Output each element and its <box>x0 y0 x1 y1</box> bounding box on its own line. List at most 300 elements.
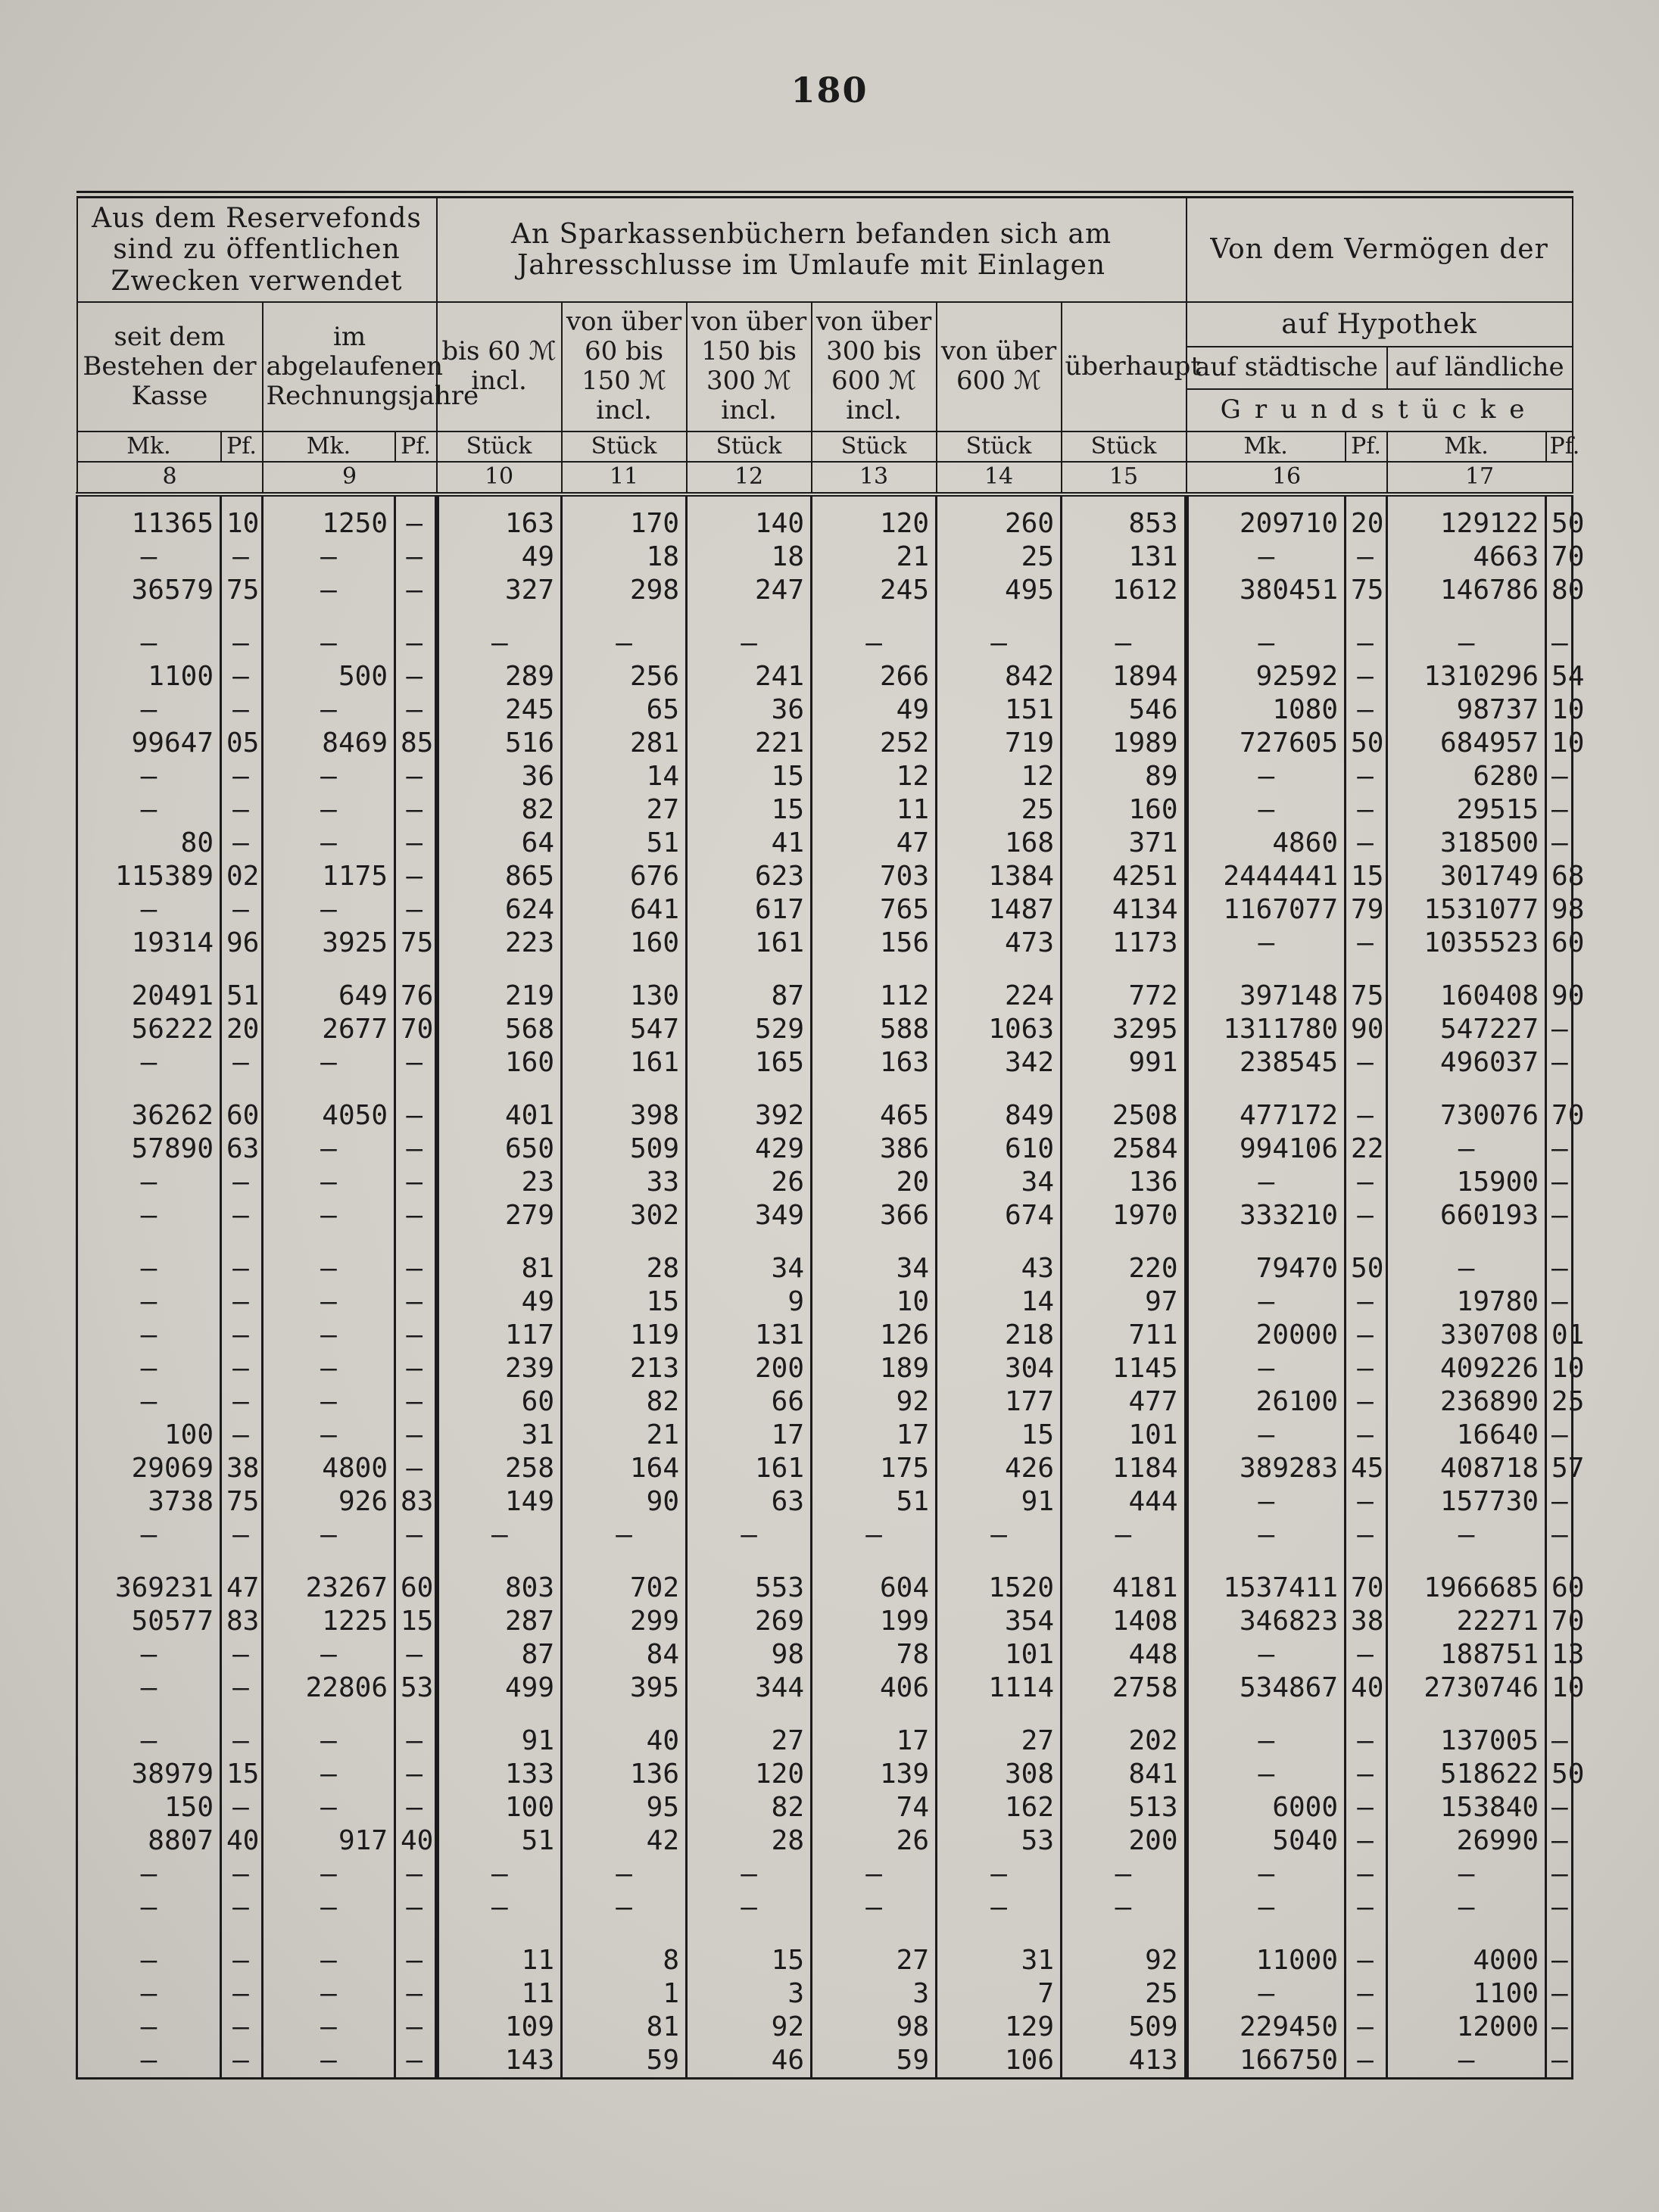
value-cell: 140 <box>687 494 812 541</box>
value-cell: — <box>263 793 395 827</box>
spacer-cell <box>221 1924 263 1944</box>
pf-cell: 15 <box>1346 860 1387 893</box>
value-cell: 49 <box>437 1285 562 1319</box>
table-row <box>77 627 1573 660</box>
pf-cell: 60 <box>1546 927 1573 960</box>
spacer-cell <box>395 1232 437 1252</box>
value-cell: 3295 <box>1062 1013 1187 1046</box>
pf-cell: 38 <box>1346 1605 1387 1638</box>
pf-cell: 25 <box>1546 1385 1573 1419</box>
value-cell: 160 <box>562 927 687 960</box>
table-row <box>77 2011 1573 2044</box>
value-cell: 3738 <box>77 1485 221 1519</box>
spacer-cell <box>437 1924 562 1944</box>
pf-cell: 50 <box>1546 1758 1573 1791</box>
value-cell: 398 <box>562 1099 687 1132</box>
pf-cell: — <box>1346 1099 1387 1132</box>
pf-cell: 70 <box>1546 1605 1573 1638</box>
value-cell: 719 <box>937 727 1062 760</box>
pf-cell: 01 <box>1546 1319 1573 1352</box>
value-cell: 101 <box>1062 1419 1187 1452</box>
value-cell: 160408 <box>1387 980 1546 1013</box>
value-cell: 160 <box>1062 793 1187 827</box>
value-cell: 166750 <box>1187 2044 1346 2079</box>
pf-cell: — <box>395 1319 437 1352</box>
table-row <box>77 2044 1573 2079</box>
value-cell: 188751 <box>1387 1638 1546 1671</box>
col-index: 11 <box>562 462 687 494</box>
value-cell: 772 <box>1062 980 1187 1013</box>
value-cell: 129122 <box>1387 494 1546 541</box>
pf-cell: — <box>395 1252 437 1285</box>
value-cell: — <box>77 1977 221 2011</box>
spacer-cell <box>687 1080 812 1099</box>
pf-cell: — <box>1346 1724 1387 1758</box>
value-cell: 56222 <box>77 1013 221 1046</box>
table-row <box>77 1944 1573 1977</box>
spacer-cell <box>77 607 221 627</box>
value-cell: 1100 <box>77 660 221 693</box>
value-cell: 624 <box>437 893 562 927</box>
value-cell: — <box>1187 1891 1346 1924</box>
spacer-cell <box>221 1705 263 1724</box>
unit-stueck: Stück <box>562 431 687 463</box>
value-cell: — <box>1187 1485 1346 1519</box>
spacer-cell <box>1062 1080 1187 1099</box>
spacer-row <box>77 1080 1573 1099</box>
spacer-cell <box>395 960 437 980</box>
spacer-cell <box>812 1232 937 1252</box>
value-cell: — <box>687 627 812 660</box>
value-cell: — <box>687 1858 812 1891</box>
value-cell: 730076 <box>1387 1099 1546 1132</box>
value-cell: 12 <box>937 760 1062 793</box>
value-cell: 46 <box>687 2044 812 2079</box>
value-cell: — <box>1187 1285 1346 1319</box>
value-cell: 18 <box>562 541 687 574</box>
value-cell: 74 <box>812 1791 937 1824</box>
spacer-cell <box>1187 1232 1346 1252</box>
value-cell: 499 <box>437 1671 562 1705</box>
pf-cell: 85 <box>395 727 437 760</box>
value-cell: 371 <box>1062 827 1187 860</box>
pf-cell: — <box>395 1452 437 1485</box>
value-cell: 409226 <box>1387 1352 1546 1385</box>
value-cell: 82 <box>562 1385 687 1419</box>
pf-cell: 75 <box>221 1485 263 1519</box>
value-cell: 546 <box>1062 693 1187 727</box>
pf-cell: — <box>395 574 437 607</box>
pf-cell: — <box>221 1791 263 1824</box>
value-cell: 4181 <box>1062 1572 1187 1605</box>
value-cell: 260 <box>937 494 1062 541</box>
pf-cell: — <box>1346 1166 1387 1199</box>
table-row <box>77 1199 1573 1232</box>
spacer-cell <box>1187 607 1346 627</box>
pf-cell: — <box>1546 1977 1573 2011</box>
pf-cell: 70 <box>395 1013 437 1046</box>
value-cell: 219 <box>437 980 562 1013</box>
pf-cell: — <box>1346 1758 1387 1791</box>
spacer-cell <box>1062 1552 1187 1572</box>
pf-cell: — <box>1546 1791 1573 1824</box>
table-row <box>77 760 1573 793</box>
table-row <box>77 1013 1573 1046</box>
value-cell: 917 <box>263 1824 395 1858</box>
pf-cell: — <box>1346 627 1387 660</box>
pf-cell: — <box>221 1519 263 1552</box>
value-cell: — <box>1187 1166 1346 1199</box>
pf-cell: 75 <box>1346 980 1387 1013</box>
value-cell: 51 <box>812 1485 937 1519</box>
pf-cell: — <box>395 1132 437 1166</box>
col-upto-60: bis 60 ℳ incl. <box>437 302 562 431</box>
pf-cell: — <box>1346 1519 1387 1552</box>
value-cell: 4860 <box>1187 827 1346 860</box>
spacer-cell <box>1187 1924 1346 1944</box>
spacer-cell <box>937 960 1062 980</box>
value-cell: 496037 <box>1387 1046 1546 1080</box>
pf-cell: — <box>1346 1319 1387 1352</box>
spacer-cell <box>1387 607 1546 627</box>
value-cell: — <box>1187 1758 1346 1791</box>
value-cell: — <box>687 1891 812 1924</box>
pf-cell: — <box>221 1046 263 1080</box>
pf-cell: — <box>1346 1977 1387 2011</box>
value-cell: 4050 <box>263 1099 395 1132</box>
col-index: 14 <box>937 462 1062 494</box>
pf-cell: 50 <box>1346 727 1387 760</box>
value-cell: 170 <box>562 494 687 541</box>
pf-cell: — <box>395 1385 437 1419</box>
spacer-cell <box>263 607 395 627</box>
value-cell: 495 <box>937 574 1062 607</box>
spacer-cell <box>263 1232 395 1252</box>
spacer-cell <box>77 1924 221 1944</box>
pf-cell: 79 <box>1346 893 1387 927</box>
value-cell: 2508 <box>1062 1099 1187 1132</box>
table-row <box>77 1099 1573 1132</box>
value-cell: 36579 <box>77 574 221 607</box>
spacer-cell <box>395 607 437 627</box>
spacer-cell <box>812 1080 937 1099</box>
table-row <box>77 1046 1573 1080</box>
table-row <box>77 574 1573 607</box>
value-cell: 15 <box>937 1419 1062 1452</box>
pf-cell: — <box>221 1891 263 1924</box>
value-cell: 80 <box>77 827 221 860</box>
spacer-cell <box>1387 1552 1546 1572</box>
value-cell: 1966685 <box>1387 1572 1546 1605</box>
table-row <box>77 893 1573 927</box>
pf-cell: — <box>1346 793 1387 827</box>
spacer-cell <box>221 1232 263 1252</box>
value-cell: 1520 <box>937 1572 1062 1605</box>
value-cell: 92592 <box>1187 660 1346 693</box>
value-cell: 610 <box>937 1132 1062 1166</box>
value-cell: 21 <box>562 1419 687 1452</box>
value-cell: 64 <box>437 827 562 860</box>
value-cell: 220 <box>1062 1252 1187 1285</box>
value-cell: — <box>263 1724 395 1758</box>
value-cell: 529 <box>687 1013 812 1046</box>
value-cell: 1184 <box>1062 1452 1187 1485</box>
spacer-cell <box>1546 607 1573 627</box>
pf-cell: — <box>1546 2011 1573 2044</box>
value-cell: 20 <box>812 1166 937 1199</box>
value-cell: 245 <box>812 574 937 607</box>
table-row <box>77 860 1573 893</box>
value-cell: 136 <box>562 1758 687 1791</box>
pf-cell: — <box>221 1166 263 1199</box>
table-row <box>77 793 1573 827</box>
value-cell: 160 <box>437 1046 562 1080</box>
value-cell: 604 <box>812 1572 937 1605</box>
unit-pf: Pf. <box>221 431 263 463</box>
pf-cell: 50 <box>1346 1252 1387 1285</box>
pf-cell: — <box>1546 1132 1573 1166</box>
table-row <box>77 1791 1573 1824</box>
value-cell: — <box>1387 1252 1546 1285</box>
value-cell: 34 <box>812 1252 937 1285</box>
pf-cell: — <box>221 1285 263 1319</box>
value-cell: — <box>77 1638 221 1671</box>
value-cell: 8 <box>562 1944 687 1977</box>
value-cell: — <box>562 1891 687 1924</box>
col-index: 8 <box>77 462 263 494</box>
pf-cell: 40 <box>221 1824 263 1858</box>
value-cell: 302 <box>562 1199 687 1232</box>
value-cell: 11365 <box>77 494 221 541</box>
pf-cell: — <box>221 2044 263 2079</box>
value-cell: 397148 <box>1187 980 1346 1013</box>
spacer-cell <box>937 1924 1062 1944</box>
value-cell: — <box>263 1944 395 1977</box>
value-cell: 146786 <box>1387 574 1546 607</box>
value-cell: 623 <box>687 860 812 893</box>
value-cell: 200 <box>1062 1824 1187 1858</box>
pf-cell: 75 <box>1346 574 1387 607</box>
value-cell: 36 <box>437 760 562 793</box>
pf-cell: 57 <box>1546 1452 1573 1485</box>
value-cell: 444 <box>1062 1485 1187 1519</box>
value-cell: — <box>263 1132 395 1166</box>
value-cell: 95 <box>562 1791 687 1824</box>
value-cell: — <box>263 1319 395 1352</box>
unit-stueck: Stück <box>812 431 937 463</box>
value-cell: 157730 <box>1387 1485 1546 1519</box>
unit-mk: Mk. <box>77 431 221 463</box>
value-cell: 12000 <box>1387 2011 1546 2044</box>
pf-cell: — <box>221 1638 263 1671</box>
value-cell: — <box>1187 1977 1346 2011</box>
pf-cell: — <box>395 1419 437 1452</box>
pf-cell: — <box>1546 1891 1573 1924</box>
value-cell: — <box>77 2044 221 2079</box>
value-cell: 241 <box>687 660 812 693</box>
value-cell: 349 <box>687 1199 812 1232</box>
table-row <box>77 1132 1573 1166</box>
value-cell: 20491 <box>77 980 221 1013</box>
spacer-cell <box>937 1552 1062 1572</box>
value-cell: — <box>937 1891 1062 1924</box>
value-cell: 91 <box>437 1724 562 1758</box>
pf-cell: 76 <box>395 980 437 1013</box>
value-cell: 1531077 <box>1387 893 1546 927</box>
value-cell: 209710 <box>1187 494 1346 541</box>
value-cell: — <box>77 1519 221 1552</box>
table-row <box>77 1452 1573 1485</box>
value-cell: 22806 <box>263 1671 395 1705</box>
value-cell: — <box>1062 1891 1187 1924</box>
value-cell: 136 <box>1062 1166 1187 1199</box>
value-cell: 14 <box>937 1285 1062 1319</box>
value-cell: 1250 <box>263 494 395 541</box>
value-cell: 6000 <box>1187 1791 1346 1824</box>
value-cell: — <box>263 1977 395 2011</box>
value-cell: — <box>812 1891 937 1924</box>
pf-cell: 90 <box>1546 980 1573 1013</box>
spacer-cell <box>1387 960 1546 980</box>
pf-cell: — <box>1346 760 1387 793</box>
value-cell: 238545 <box>1187 1046 1346 1080</box>
value-cell: 22271 <box>1387 1605 1546 1638</box>
pf-cell: 60 <box>221 1099 263 1132</box>
value-cell: 164 <box>562 1452 687 1485</box>
table-row <box>77 541 1573 574</box>
value-cell: 16640 <box>1387 1419 1546 1452</box>
value-cell: 19780 <box>1387 1285 1546 1319</box>
value-cell: — <box>77 1285 221 1319</box>
table-row <box>77 1252 1573 1285</box>
unit-pf: Pf. <box>1546 431 1573 463</box>
pf-cell: — <box>1346 1385 1387 1419</box>
spacer-cell <box>1387 1080 1546 1099</box>
pf-cell: — <box>395 1166 437 1199</box>
spacer-cell <box>812 960 937 980</box>
table-row <box>77 1977 1573 2011</box>
value-cell: 344 <box>687 1671 812 1705</box>
table-row <box>77 1605 1573 1638</box>
value-cell: 3 <box>812 1977 937 2011</box>
value-cell: — <box>437 1858 562 1891</box>
table-row <box>77 980 1573 1013</box>
value-cell: 223 <box>437 927 562 960</box>
pf-cell: — <box>1546 827 1573 860</box>
value-cell: — <box>1187 1419 1346 1452</box>
value-cell: 199 <box>812 1605 937 1638</box>
value-cell: 841 <box>1062 1758 1187 1791</box>
pf-cell: — <box>221 1199 263 1232</box>
value-cell: — <box>77 793 221 827</box>
value-cell: — <box>1387 1891 1546 1924</box>
spacer-cell <box>687 1232 812 1252</box>
spacer-cell <box>1187 1705 1346 1724</box>
pf-cell: — <box>395 1099 437 1132</box>
value-cell: 31 <box>937 1944 1062 1977</box>
value-cell: 702 <box>562 1572 687 1605</box>
spacer-cell <box>812 1552 937 1572</box>
value-cell: 1080 <box>1187 693 1346 727</box>
pf-cell: — <box>221 1419 263 1452</box>
value-cell: — <box>1187 793 1346 827</box>
value-cell: — <box>263 627 395 660</box>
value-cell: — <box>263 1385 395 1419</box>
pf-cell: — <box>395 1791 437 1824</box>
pf-cell: — <box>1546 1519 1573 1552</box>
value-cell: — <box>1387 627 1546 660</box>
value-cell: 1310296 <box>1387 660 1546 693</box>
value-cell: — <box>1187 541 1346 574</box>
value-cell: — <box>1187 1858 1346 1891</box>
value-cell: 1173 <box>1062 927 1187 960</box>
value-cell: 354 <box>937 1605 1062 1638</box>
table-row <box>77 1485 1573 1519</box>
value-cell: — <box>263 1858 395 1891</box>
spacer-cell <box>1387 1924 1546 1944</box>
spacer-cell <box>1346 960 1387 980</box>
pf-cell: — <box>1346 2044 1387 2079</box>
value-cell: 92 <box>1062 1944 1187 1977</box>
value-cell: 660193 <box>1387 1199 1546 1232</box>
value-cell: 588 <box>812 1013 937 1046</box>
value-cell: 392 <box>687 1099 812 1132</box>
value-cell: — <box>77 1944 221 1977</box>
value-cell: — <box>77 693 221 727</box>
value-cell: 177 <box>937 1385 1062 1419</box>
value-cell: 649 <box>263 980 395 1013</box>
value-cell: 849 <box>937 1099 1062 1132</box>
pf-cell: — <box>221 793 263 827</box>
value-cell: 236890 <box>1387 1385 1546 1419</box>
value-cell: 26 <box>687 1166 812 1199</box>
value-cell: 301749 <box>1387 860 1546 893</box>
value-cell: 727605 <box>1187 727 1346 760</box>
value-cell: — <box>263 827 395 860</box>
pf-cell: 63 <box>221 1132 263 1166</box>
value-cell: 115389 <box>77 860 221 893</box>
pf-cell: — <box>1546 1944 1573 1977</box>
value-cell: 27 <box>812 1944 937 1977</box>
pf-cell: — <box>221 2011 263 2044</box>
pf-cell: 70 <box>1346 1572 1387 1605</box>
spacer-cell <box>1546 1232 1573 1252</box>
spacer-cell <box>1187 1080 1346 1099</box>
value-cell: 27 <box>937 1724 1062 1758</box>
pf-cell: 98 <box>1546 893 1573 927</box>
spacer-cell <box>562 1705 687 1724</box>
value-cell: — <box>1187 927 1346 960</box>
pf-cell: — <box>1546 1858 1573 1891</box>
value-cell: 161 <box>562 1046 687 1080</box>
value-cell: 82 <box>437 793 562 827</box>
value-cell: 49 <box>437 541 562 574</box>
value-cell: 15 <box>562 1285 687 1319</box>
pf-cell: — <box>1546 1013 1573 1046</box>
value-cell: 4251 <box>1062 860 1187 893</box>
table-row <box>77 1671 1573 1705</box>
value-cell: 369231 <box>77 1572 221 1605</box>
value-cell: — <box>263 1252 395 1285</box>
value-cell: 27 <box>562 793 687 827</box>
value-cell: — <box>812 627 937 660</box>
pf-cell: — <box>221 1352 263 1385</box>
spacer-cell <box>1387 1705 1546 1724</box>
value-cell: 1970 <box>1062 1199 1187 1232</box>
spacer-cell <box>562 1232 687 1252</box>
value-cell: 1612 <box>1062 574 1187 607</box>
value-cell: 28 <box>562 1252 687 1285</box>
